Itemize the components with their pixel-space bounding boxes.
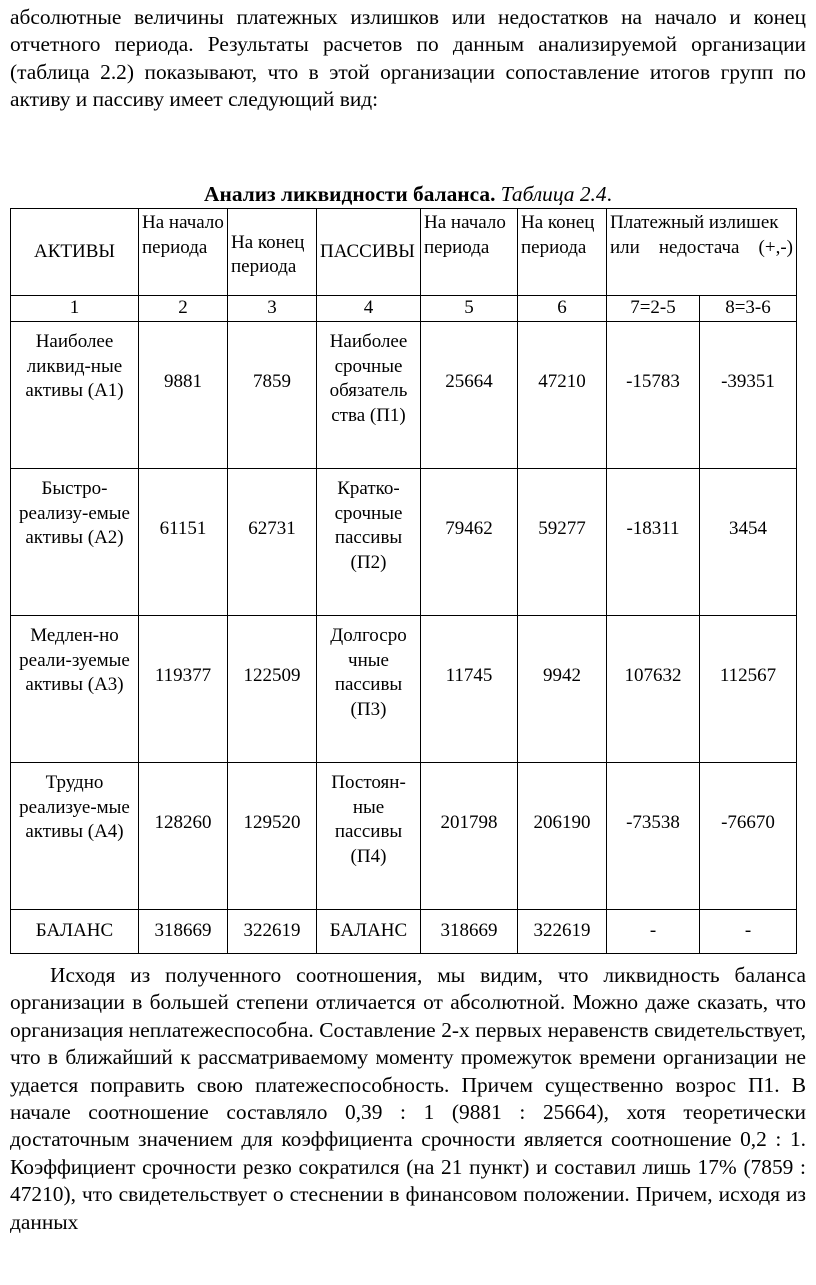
col-number: 8=3-6: [700, 296, 797, 322]
balance-asset-end: 322619: [228, 910, 317, 954]
col-number: 6: [518, 296, 607, 322]
liability-end-value: 206190: [518, 763, 607, 910]
diff-end-value: -39351: [700, 322, 797, 469]
header-liab-end: На конец периода: [518, 209, 607, 296]
balance-liability-end: 322619: [518, 910, 607, 954]
diff-start-value: -15783: [607, 322, 700, 469]
liability-start-value: 201798: [421, 763, 518, 910]
diff-start-value: -18311: [607, 469, 700, 616]
caption-title: Анализ ликвидности баланса.: [204, 182, 496, 206]
liquidity-table: [10, 208, 797, 954]
caption-table-ref: Таблица 2.4: [500, 182, 607, 206]
header-liab-start: На начало периода: [421, 209, 518, 296]
header-assets: АКТИВЫ: [11, 209, 139, 296]
liability-label: Наиболее срочные обязатель ства (П1): [317, 322, 421, 469]
col-number: 1: [11, 296, 139, 322]
header-assets-start: На начало периода: [139, 209, 228, 296]
asset-end-value: 62731: [228, 469, 317, 616]
header-assets-end: На конец периода: [228, 209, 317, 296]
liability-end-value: 59277: [518, 469, 607, 616]
asset-end-value: 129520: [228, 763, 317, 910]
balance-asset-label: БАЛАНС: [11, 910, 139, 954]
diff-end-value: -76670: [700, 763, 797, 910]
asset-end-value: 122509: [228, 616, 317, 763]
header-liabilities: ПАССИВЫ: [317, 209, 421, 296]
liability-start-value: 25664: [421, 322, 518, 469]
col-number: 2: [139, 296, 228, 322]
balance-diff-start: -: [607, 910, 700, 954]
paragraph-top: абсолютные величины платежных излишков или недостатков на начало и конец отчетного периода. Результаты расчетов по данным анализируемой организации (таблица 2.2) показывают, что в этой организации сопоставление итогов групп по активу и пассиву имеет следующий вид:: [10, 5, 806, 112]
col-number: 4: [317, 296, 421, 322]
liability-label: Постоян-ные пассивы (П4): [317, 763, 421, 910]
paragraph-bottom: Исходя из полученного соотношения, мы видим, что ликвидность баланса организации в большей степени отличается от абсолютной. Можно даже сказать, что организация неплатежеспособна. Составление 2-х первых неравенств свидетельствует, что в ближайший к рассматриваемому моменту промежуток времени организации не удается поправить свою платежеспособность. Причем существенно возрос П1. В начале соотношение составляло 0,39 : 1 (9881 : 25664), хотя теоретически достаточным значением для коэффициента срочности является соотношение 0,2 : 1. Коэффициент срочности резко сократился (на 21 пункт) и составил лишь 17% (7859 : 47210), что свидетельствует о стеснении в финансовом положении. Причем, исходя из данных: [10, 963, 806, 1234]
balance-asset-start: 318669: [139, 910, 228, 954]
table-caption: [10, 181, 806, 207]
asset-start-value: 128260: [139, 763, 228, 910]
balance-liability-start: 318669: [421, 910, 518, 954]
liability-label: Кратко-срочные пассивы (П2): [317, 469, 421, 616]
diff-end-value: 3454: [700, 469, 797, 616]
caption-end: .: [606, 182, 612, 206]
balance-liability-label: БАЛАНС: [317, 910, 421, 954]
asset-end-value: 7859: [228, 322, 317, 469]
header-row: [11, 209, 797, 296]
asset-start-value: 9881: [139, 322, 228, 469]
asset-label: Трудно реализуе-мые активы (А4): [11, 763, 139, 910]
col-number: 3: [228, 296, 317, 322]
table-row: [11, 322, 797, 469]
header-surplus: Платежный излишек или недостача (+,-): [607, 209, 797, 296]
asset-start-value: 119377: [139, 616, 228, 763]
table-row: [11, 469, 797, 616]
liability-start-value: 11745: [421, 616, 518, 763]
asset-label: Наиболее ликвид-ные активы (А1): [11, 322, 139, 469]
asset-start-value: 61151: [139, 469, 228, 616]
col-number: 5: [421, 296, 518, 322]
diff-end-value: 112567: [700, 616, 797, 763]
balance-diff-end: -: [700, 910, 797, 954]
col-number: 7=2-5: [607, 296, 700, 322]
diff-start-value: -73538: [607, 763, 700, 910]
liability-end-value: 9942: [518, 616, 607, 763]
liability-start-value: 79462: [421, 469, 518, 616]
column-number-row: [11, 296, 797, 322]
asset-label: Быстро-реализу-емые активы (А2): [11, 469, 139, 616]
liability-label: Долгосро чные пассивы (П3): [317, 616, 421, 763]
liability-end-value: 47210: [518, 322, 607, 469]
table-row: [11, 763, 797, 910]
diff-start-value: 107632: [607, 616, 700, 763]
table-row: [11, 616, 797, 763]
balance-row: [11, 910, 797, 954]
asset-label: Медлен-но реали-зуемые активы (А3): [11, 616, 139, 763]
